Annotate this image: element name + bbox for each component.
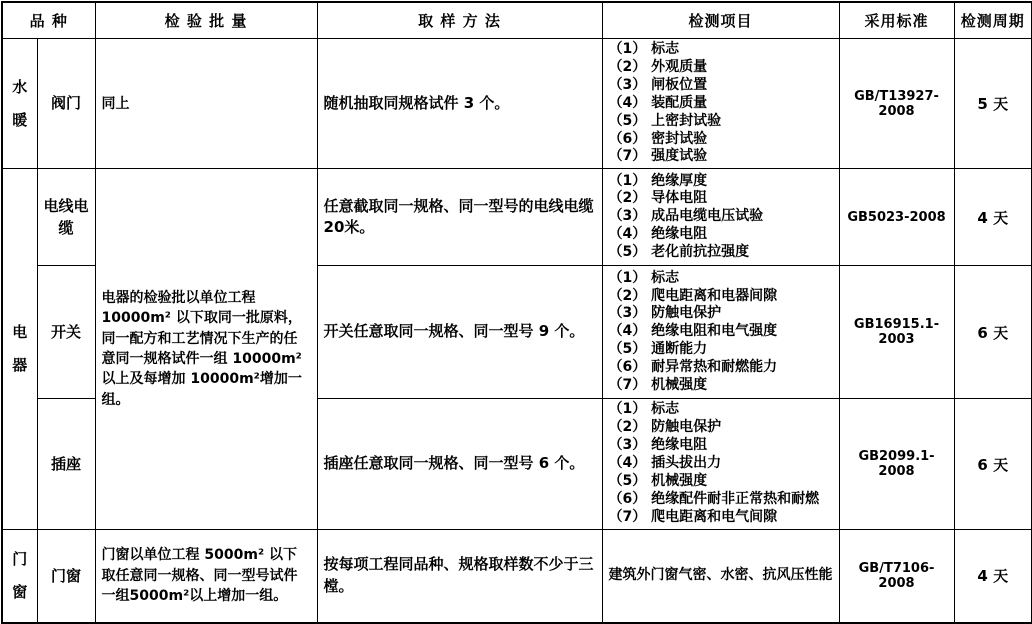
items-cable bbox=[602, 169, 839, 266]
header-sampling: 取 样 方 法 bbox=[317, 2, 602, 39]
items-valve bbox=[602, 39, 839, 169]
header-batch: 检 验 批 量 bbox=[95, 2, 317, 39]
test-item-line: （1） 绝缘厚度 bbox=[608, 172, 708, 189]
header-items: 检测项目 bbox=[602, 2, 839, 39]
period-socket: 6 天 bbox=[954, 399, 1032, 529]
header-row bbox=[2, 2, 1032, 39]
test-item-line: （4） 绝缘电阻和电气强度 bbox=[608, 323, 778, 340]
test-item-line: （5） 上密封试验 bbox=[608, 112, 722, 129]
group-label-plumbing: 水暖 bbox=[2, 39, 37, 169]
test-item-line: （5） 机械强度 bbox=[608, 472, 708, 489]
test-item-line: （2） 防触电保护 bbox=[608, 419, 722, 436]
standard-switch: GB16915.1-2003 bbox=[839, 266, 954, 399]
standard-cable: GB5023-2008 bbox=[839, 169, 954, 266]
inspection-spec-table bbox=[1, 1, 1032, 624]
test-item-line: （4） 装配质量 bbox=[608, 94, 708, 111]
sampling-socket: 插座任意取同一规格、同一型号 6 个。 bbox=[317, 399, 602, 529]
items-socket bbox=[602, 399, 839, 529]
header-standard: 采用标准 bbox=[839, 2, 954, 39]
sampling-cable: 任意截取同一规格、同一型号的电线电缆 20米。 bbox=[317, 169, 602, 266]
test-item-line: （5） 老化前抗拉强度 bbox=[608, 244, 750, 261]
batch-valve: 同上 bbox=[95, 39, 317, 169]
test-item-line: （2） 爬电距离和电器间隙 bbox=[608, 287, 778, 304]
product-label-valve: 阀门 bbox=[37, 39, 95, 169]
standard-valve: GB/T13927-2008 bbox=[839, 39, 954, 169]
test-item-line: （6） 绝缘配件耐非正常热和耐燃 bbox=[608, 490, 820, 507]
sampling-valve: 随机抽取同规格试件 3 个。 bbox=[317, 39, 602, 169]
test-item-line: （7） 强度试验 bbox=[608, 148, 708, 165]
test-item-line: （3） 闸板位置 bbox=[608, 76, 708, 93]
test-item-line: （4） 插头拔出力 bbox=[608, 455, 722, 472]
table-row-window bbox=[2, 529, 1032, 623]
standard-window: GB/T7106-2008 bbox=[839, 529, 954, 623]
test-item-line: （6） 耐异常热和耐燃能力 bbox=[608, 359, 778, 376]
items-window bbox=[602, 529, 839, 623]
test-item-line: 建筑外门窗气密、水密、抗风压性能 bbox=[608, 566, 833, 583]
group-label-window: 门窗 bbox=[2, 529, 37, 623]
batch-window: 门窗以单位工程 5000m² 以下取任意同一规格、同一型号试件一组5000m²以上增加一组。 bbox=[95, 529, 317, 623]
header-period: 检测周期 bbox=[954, 2, 1032, 39]
product-label-cable: 电线电缆 bbox=[37, 169, 95, 266]
test-item-line: （7） 机械强度 bbox=[608, 377, 708, 394]
period-switch: 6 天 bbox=[954, 266, 1032, 399]
product-label-socket: 插座 bbox=[37, 399, 95, 529]
product-label-window: 门窗 bbox=[37, 529, 95, 623]
header-category: 品 种 bbox=[2, 2, 95, 39]
test-item-line: （2） 外观质量 bbox=[608, 58, 708, 75]
test-item-line: （3） 防触电保护 bbox=[608, 305, 722, 322]
table-row-cable bbox=[2, 169, 1032, 266]
test-item-line: （5） 通断能力 bbox=[608, 341, 708, 358]
period-valve: 5 天 bbox=[954, 39, 1032, 169]
test-item-line: （6） 密封试验 bbox=[608, 130, 708, 147]
period-cable: 4 天 bbox=[954, 169, 1032, 266]
test-item-line: （1） 标志 bbox=[608, 269, 680, 286]
product-label-switch: 开关 bbox=[37, 266, 95, 399]
test-item-line: （3） 成品电缆电压试验 bbox=[608, 208, 764, 225]
table-row-valve bbox=[2, 39, 1032, 169]
items-switch bbox=[602, 266, 839, 399]
batch-electrical: 电器的检验批以单位工程 10000m² 以下取同一批原料，同一配方和工艺情况下生产的任意同一规格试件一组 10000m² 以上及每增加 10000m²增加一组。 bbox=[95, 169, 317, 529]
sampling-switch: 开关任意取同一规格、同一型号 9 个。 bbox=[317, 266, 602, 399]
test-item-line: （4） 绝缘电阻 bbox=[608, 226, 708, 243]
test-item-line: （2） 导体电阻 bbox=[608, 190, 708, 207]
standard-socket: GB2099.1-2008 bbox=[839, 399, 954, 529]
test-item-line: （1） 标志 bbox=[608, 401, 680, 418]
test-item-line: （1） 标志 bbox=[608, 41, 680, 57]
sampling-window: 按每项工程同品种、规格取样数不少于三樘。 bbox=[317, 529, 602, 623]
test-item-line: （3） 绝缘电阻 bbox=[608, 437, 708, 454]
group-label-electrical: 电器 bbox=[2, 169, 37, 529]
test-item-line: （7） 爬电距离和电气间隙 bbox=[608, 508, 778, 525]
period-window: 4 天 bbox=[954, 529, 1032, 623]
